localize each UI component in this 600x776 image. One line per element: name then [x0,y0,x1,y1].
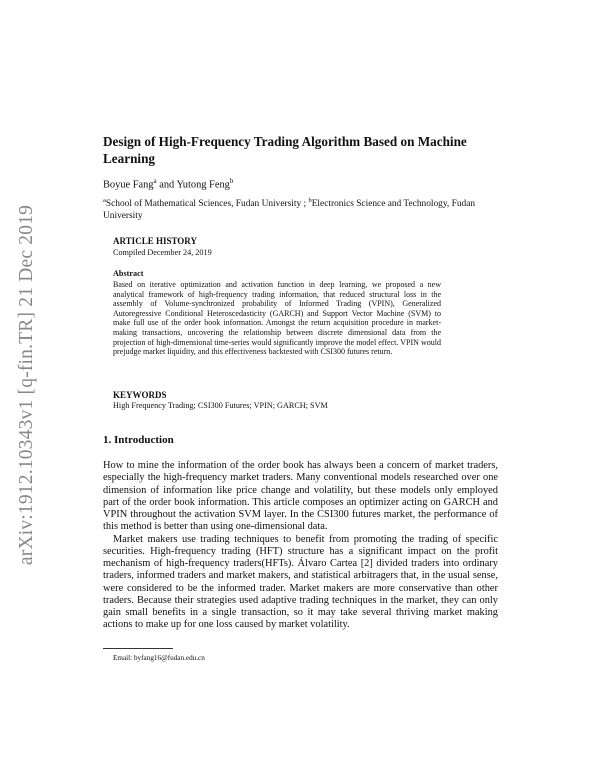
affiliation-mark: b [308,197,312,204]
article-history-heading: ARTICLE HISTORY [113,236,197,246]
author-name: Yutong Feng [176,179,230,191]
affiliation-text: Electronics Science and Technology, Fudan University [103,199,476,222]
author-list [103,177,233,190]
section-heading: 1. Introduction [103,434,174,446]
paper-title: Design of High-Frequency Trading Algorithm Based on Machine Learning [103,134,467,166]
affiliations [103,195,503,222]
footnote-divider [103,648,173,649]
author-conjunction: and [156,179,177,191]
affiliation-mark: a [103,197,106,204]
affiliation-text: School of Mathematical Sciences, Fudan University ; [105,199,309,210]
arxiv-identifier-sidebar [14,200,40,570]
article-history-date: Compiled December 24, 2019 [113,248,212,257]
paragraph: Market makers use trading techniques to benefit from promoting the trading of specific securities. High-frequency trading (HFT) structure has a significant impact on the profit mechanism of high-frequency traders(HFTs). Álvaro Cartea [2] divided traders into ordinary traders, informed traders and market makers, and statistical arbitragers that, in the usual sense, were considered to be the informed trader. Market makers are more conservative than other traders. Because their strategies used adaptive trading techniques in the market, they can only gain small benefits in a single transaction, so it may take several thriving market making actions to make up for one loss caused by market volatility. [103,533,498,631]
arxiv-identifier-text: arXiv:1912.10343v1 [q-fin.TR] 21 Dec 2019 [16,204,37,566]
author-affil-mark: a [153,177,157,185]
keywords-heading: KEYWORDS [113,390,167,400]
keywords-list: High Frequency Trading; CSI300 Futures; VPIN; GARCH; SVM [113,401,328,410]
paragraph: How to mine the information of the order book has always been a concern of market traders, especially the high-frequency market traders. Many conventional models researched over one dimension of information like price change and volatility, but these models only employed part of the order book information. This article composes an optimizer acting on GARCH and VPIN throughout the activation SVM layer. In the CSI300 futures market, the performance of this method is better than using one-dimensional data. [103,460,498,533]
abstract-heading: Abstract [113,269,144,278]
abstract-text: Based on iterative optimization and activation function in deep learning, we proposed a new analytical framework of high-frequency trading information, that reduced structural loss in the assembly of Volume-synchronized probability of Informed Trading (VPIN), Generalized Autoregressive Conditional Heteroscedasticity (GARCH) and Support Vector Machine (SVM) to make full use of the order book information. Amongst the return acquisition procedure in market-making transactions, uncovering the relationship between discrete dimensional data from the projection of high-dimensional time-series would significantly improve the model effect. VPIN would prejudge market liquidity, and this effectiveness backtested with CSI300 futures return. [113,280,441,357]
footnote-email: Email: byfang16@fudan.edu.cn [113,654,205,662]
author-name: Boyue Fang [103,179,154,191]
section-body [103,460,498,632]
author-affil-mark: b [229,177,234,185]
